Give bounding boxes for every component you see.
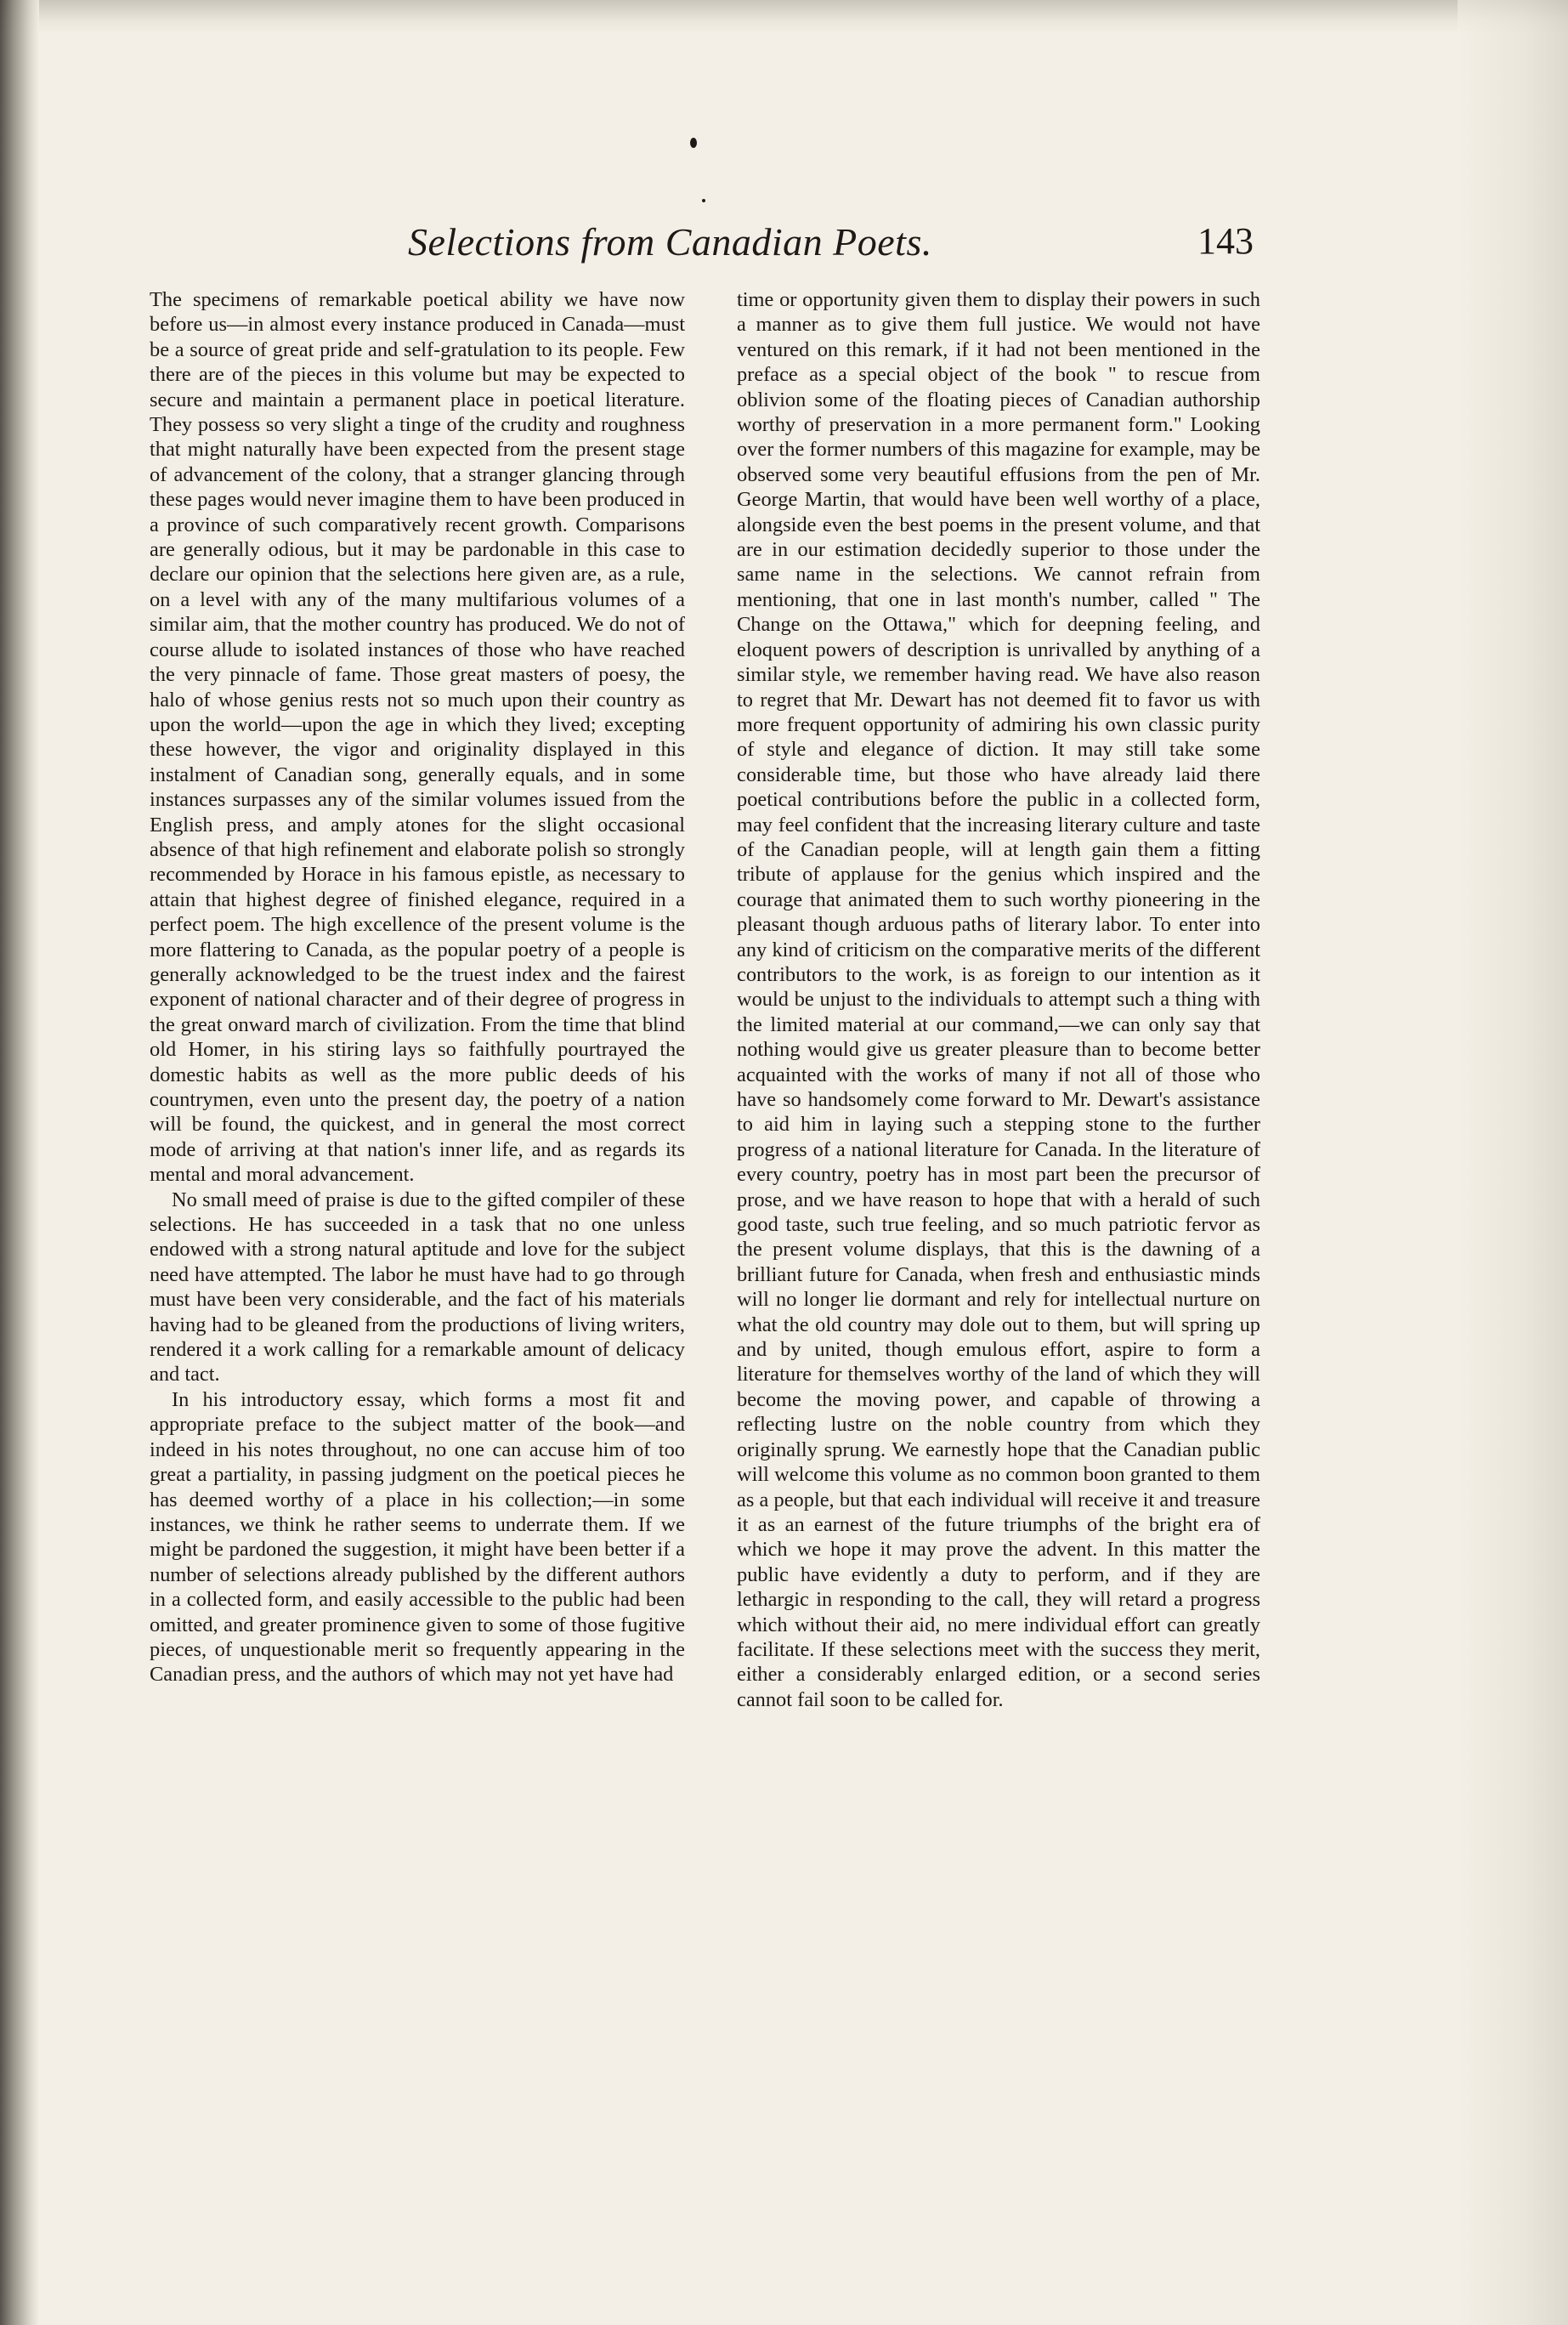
ink-speck: [702, 199, 705, 202]
scan-shadow-right: [1458, 0, 1568, 2325]
right-text-column: [737, 287, 1260, 1712]
paragraph: No small meed of praise is due to the gifted compiler of these selections. He has succeeded in a task that no one unless endowed with a strong natural aptitude and love for the subject need have attempted. The labor he must have had to go through must have been very considerable, and the fact of his materials having had to be gleaned from the productions of living writers, rendered it a work calling for a remarkable amount of delicacy and tact.: [150, 1188, 685, 1386]
ink-speck: [690, 138, 697, 148]
paragraph: In his introductory essay, which forms a most fit and appropriate preface to the subject matter of the book—and indeed in his notes throughout, no one can accuse him of too great a partiality, in passing judgment on the poetical pieces he has deemed worthy of a place in his collection;—in some instances, we think he rather seems to underrate them. If we might be pardoned the suggestion, it might have been better if a number of selections already published by the different authors in a collected form, and easily accessible to the public had been omitted, and greater prominence given to some of those fugitive pieces, of unquestionable merit so frequently appearing in the Canadian press, and the authors of which may not yet have had: [150, 1387, 685, 1687]
paragraph: The specimens of remarkable poetical ability we have now before us—in almost every instance produced in Canada—must be a source of great pride and self-gratulation to its people. Few there are of the pieces in this volume but may be expected to secure and maintain a permanent place in poetical literature. They possess so very slight a tinge of the crudity and roughness that might naturally have been expected from the present stage of advancement of the colony, that a stranger glancing through these pages would never imagine them to have been produced in a province of such comparatively recent growth. Comparisons are generally odious, but it may be pardonable in this case to declare our opinion that the selections here given are, as a rule, on a level with any of the many multifarious volumes of a similar aim, that the mother country has produced. We do not of course allude to isolated instances of those who have reached the very pinnacle of fame. Those great masters of poesy, the halo of whose genius rests not so much upon their country as upon the world—upon the age in which they lived; excepting these however, the vigor and originality displayed in this instalment of Canadian song, generally equals, and in some instances surpasses any of the similar volumes issued from the English press, and amply atones for the slight occasional absence of that high refinement and elaborate polish so strongly recommended by Horace in his famous epistle, as necessary to attain that highest degree of finished elegance, required in a perfect poem. The high excellence of the present volume is the more flattering to Canada, as the popular poetry of a people is generally acknowledged to be the truest index and the fairest exponent of national character and of their degree of progress in the great onward march of civilization. From the time that blind old Homer, in his stiring lays so faithfully pourtrayed the domestic habits as well as the more public deeds of his countrymen, even unto the present day, the poetry of a nation will be found, the quickest, and in general the most correct mode of arriving at that nation's inner life, and as regards its mental and moral advancement.: [150, 288, 685, 1187]
paragraph: time or opportunity given them to display their powers in such a manner as to give them full justice. We would not have ventured on this remark, if it had not been mentioned in the preface as a special object of the book " to rescue from oblivion some of the floating pieces of Canadian authorship worthy of preservation in a more permanent form." Looking over the former numbers of this magazine for example, may be observed some very beautiful effusions from the pen of Mr. George Martin, that would have been well worthy of a place, alongside even the best poems in the present volume, and that are in our estimation decidedly superior to those under the same name in the selections. We cannot refrain from mentioning, that one in last month's number, called " The Change on the Ottawa," which for deepning feeling, and eloquent powers of description is unrivalled by anything of a similar style, we remember having read. We have also reason to regret that Mr. Dewart has not deemed fit to favor us with more frequent opportunity of admiring his own classic purity of style and elegance of diction. It may still take some considerable time, but those who have already laid there poetical contributions before the public in a collected form, may feel confident that the increasing literary culture and taste of the Canadian people, will at length gain them a fitting tribute of applause for the genius which inspired and the courage that animated them to such worthy pioneering in the pleasant though arduous paths of literary labor. To enter into any kind of criticism on the comparative merits of the different contributors to the work, is as foreign to our intention as it would be unjust to the individuals to attempt such a thing with the limited material at our command,—we can only say that nothing would give us greater pleasure than to become better acquainted with the works of many if not all of those who have so handsomely come forward to Mr. Dewart's assistance to aid him in laying such a stepping stone to the further progress of a national literature for Canada. In the literature of every country, poetry has in most part been the precursor of prose, and we have reason to hope that with a herald of such good taste, such true feeling, and so much patriotic fervor as the present volume displays, that this is the dawning of a brilliant future for Canada, when fresh and enthusiastic minds will no longer lie dormant and rely for intellectual nurture on what the old country may dole out to them, but will spring up and by united, though emulous effort, aspire to form a literature for themselves worthy of the land of which they will become the moving power, and capable of throwing a reflecting lustre on the noble country from which they originally sprung. We earnestly hope that the Canadian public will welcome this volume as no common boon granted to them as a people, but that each individual will receive it and treasure it as an earnest of the future triumphs of the bright era of which we hope it may prove the advent. In this matter the public have evidently a duty to perform, and if they are lethargic in responding to the call, they will retard a progress which without their aid, no mere individual effort can greatly facilitate. If these selections meet with the success they merit, either a considerably enlarged edition, or a second series cannot fail soon to be called for.: [737, 288, 1260, 1711]
scan-shadow-left: [0, 0, 39, 2325]
page-number: 143: [1197, 220, 1254, 262]
scan-shadow-top: [0, 0, 1568, 34]
running-title: Selections from Canadian Poets.: [408, 220, 932, 264]
left-text-column: [150, 287, 685, 1687]
page-header: [408, 219, 1254, 270]
